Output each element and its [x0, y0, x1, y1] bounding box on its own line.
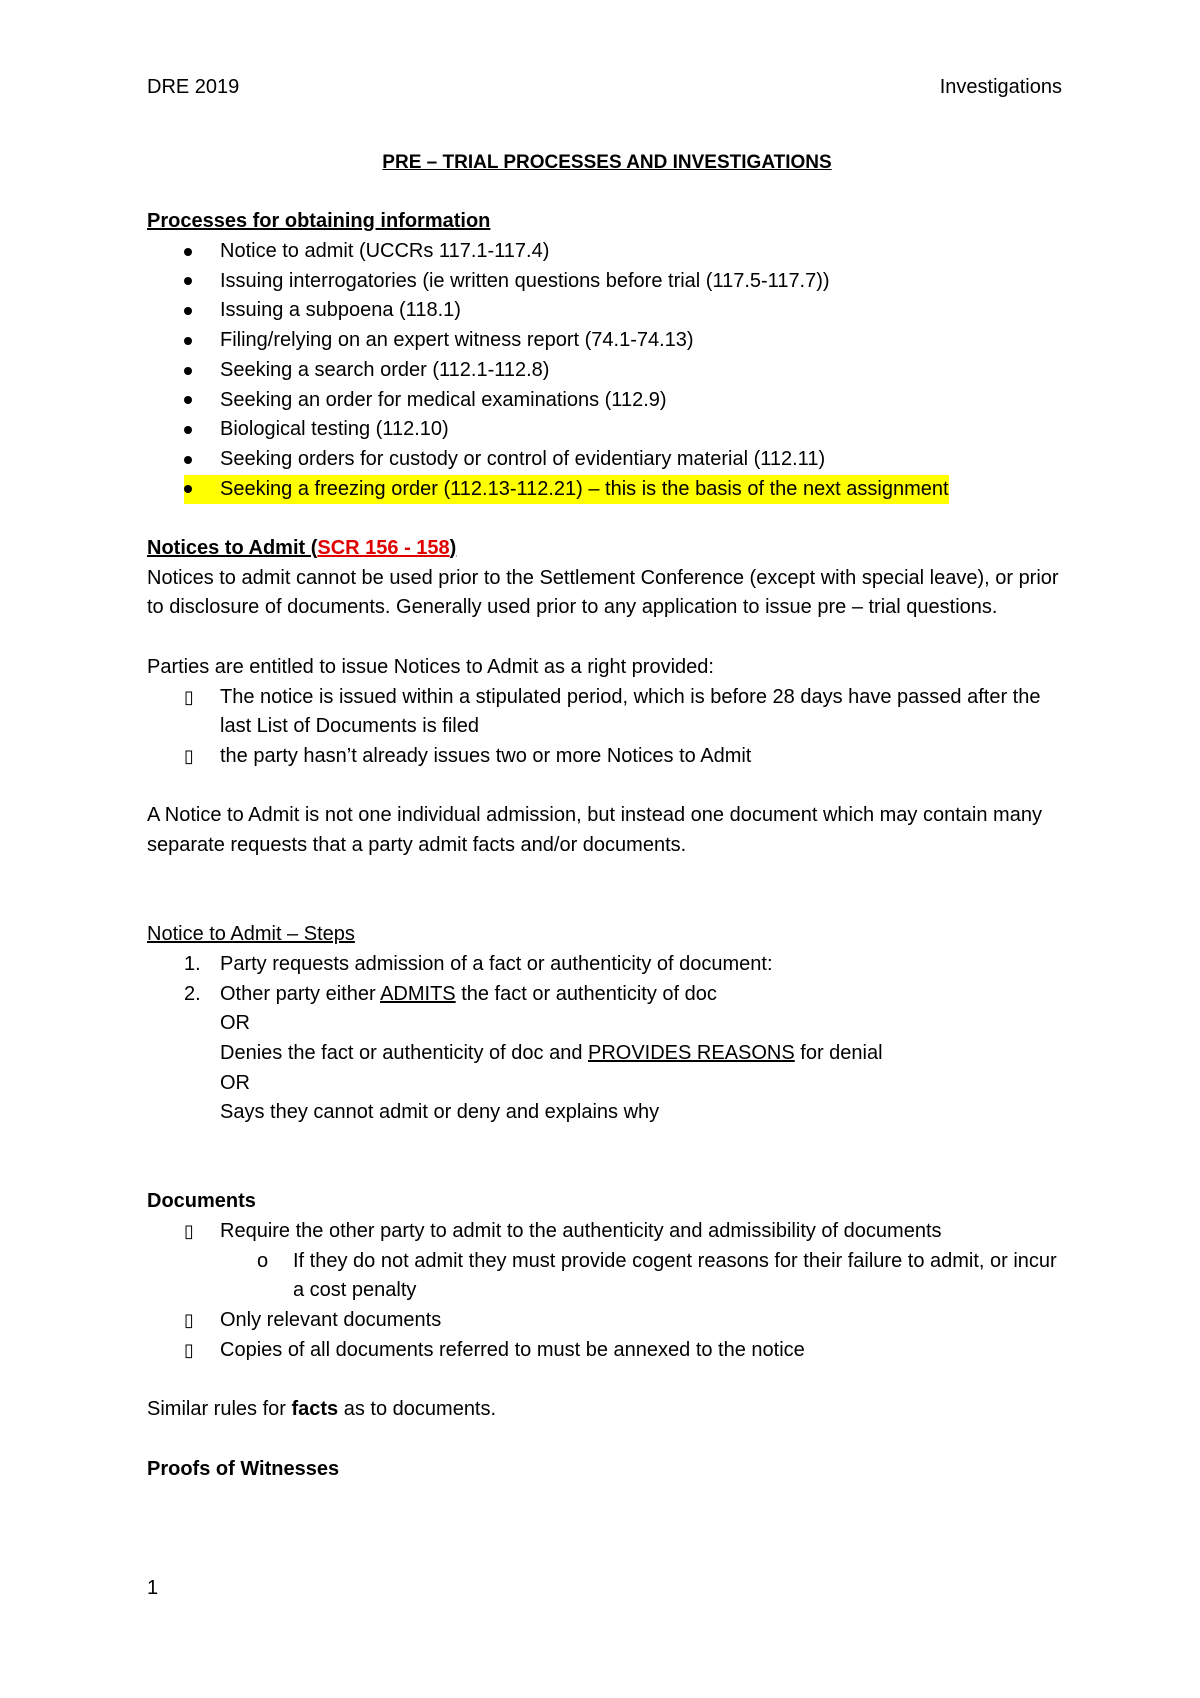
bullet-icon	[184, 456, 192, 464]
bullet-icon	[184, 307, 192, 315]
highlighted-list-item: Seeking a freezing order (112.13-112.21) – this is the basis of the next assignment	[147, 475, 1067, 505]
steps-heading: Notice to Admit – Steps	[147, 923, 355, 946]
page-number: 1	[147, 1577, 159, 1599]
missing-glyph-icon: ▯	[184, 745, 194, 767]
header-right: Investigations	[939, 76, 1062, 98]
bullet-icon	[184, 367, 192, 375]
notices-paragraph-2: Parties are entitled to issue Notices to Admit as a right provided:	[147, 655, 714, 678]
rule-reference: SCR 156 - 158	[317, 537, 450, 560]
step-item: 2. Other party either ADMITS the fact or authenticity of doc	[184, 982, 717, 1005]
list-item: Seeking orders for custody or control of evidentiary material (112.11)	[147, 445, 1067, 475]
or-label: OR	[220, 1012, 250, 1035]
notices-paragraph-3: A Notice to Admit is not one individual admission, but instead one document which may contain many separate requests that a party admit facts and/or documents.	[147, 804, 1042, 857]
list-item: Issuing a subpoena (118.1)	[147, 296, 1067, 326]
document-sub-item: o If they do not admit they must provide cogent reasons for their failure to admit, or incur a cost penalty	[147, 1247, 1067, 1306]
similar-rules: Similar rules for facts as to documents.	[147, 1398, 497, 1421]
page-title: PRE – TRIAL PROCESSES AND INVESTIGATIONS	[382, 152, 832, 173]
header-left: DRE 2019	[147, 76, 240, 98]
processes-heading: Processes for obtaining information	[147, 210, 491, 233]
missing-glyph-icon: ▯	[184, 1310, 194, 1332]
proofs-heading: Proofs of Witnesses	[147, 1457, 340, 1480]
missing-glyph-icon: ▯	[184, 1221, 194, 1243]
list-item: Seeking a search order (112.1-112.8)	[147, 356, 1067, 386]
notices-heading: Notices to Admit (SCR 156 - 158)	[147, 537, 457, 560]
document-item: ▯ Require the other party to admit to the authenticity and admissibility of documents	[147, 1217, 1067, 1247]
document-item: ▯ Copies of all documents referred to must be annexed to the notice	[147, 1336, 1067, 1366]
missing-glyph-icon: ▯	[184, 1339, 194, 1361]
list-item: Issuing interrogatories (ie written questions before trial (117.5-117.7))	[147, 267, 1067, 297]
document-item: ▯ Only relevant documents	[147, 1306, 1067, 1336]
or-label: OR	[220, 1071, 250, 1094]
missing-glyph-icon: ▯	[184, 686, 194, 708]
cannot-line: Says they cannot admit or deny and explains why	[220, 1101, 660, 1124]
list-item: Biological testing (112.10)	[147, 415, 1067, 445]
documents-heading: Documents	[147, 1190, 256, 1213]
list-item: Notice to admit (UCCRs 117.1-117.4)	[147, 237, 1067, 267]
bullet-icon	[184, 248, 192, 256]
condition-item: ▯ the party hasn’t already issues two or more Notices to Admit	[147, 742, 1067, 772]
bullet-icon	[184, 485, 192, 493]
document-body	[147, 148, 1067, 1484]
notices-paragraph-1: Notices to admit cannot be used prior to the Settlement Conference (except with special leave), or prior to disclosure of documents. Generally used prior to any application to issue pre – trial questions.	[147, 566, 1059, 619]
deny-line: Denies the fact or authenticity of doc and PROVIDES REASONS for denial	[220, 1041, 883, 1064]
bullet-icon	[184, 396, 192, 404]
bullet-icon	[184, 426, 192, 434]
circle-bullet-icon: o	[257, 1249, 269, 1272]
condition-item: ▯ The notice is issued within a stipulated period, which is before 28 days have passed after the last List of Documents is filed	[147, 683, 1067, 742]
list-item: Filing/relying on an expert witness report (74.1-74.13)	[147, 326, 1067, 356]
list-item: Seeking an order for medical examinations (112.9)	[147, 386, 1067, 416]
bullet-icon	[184, 277, 192, 285]
step-item: 1. Party requests admission of a fact or authenticity of document:	[184, 952, 773, 975]
bullet-icon	[184, 337, 192, 345]
